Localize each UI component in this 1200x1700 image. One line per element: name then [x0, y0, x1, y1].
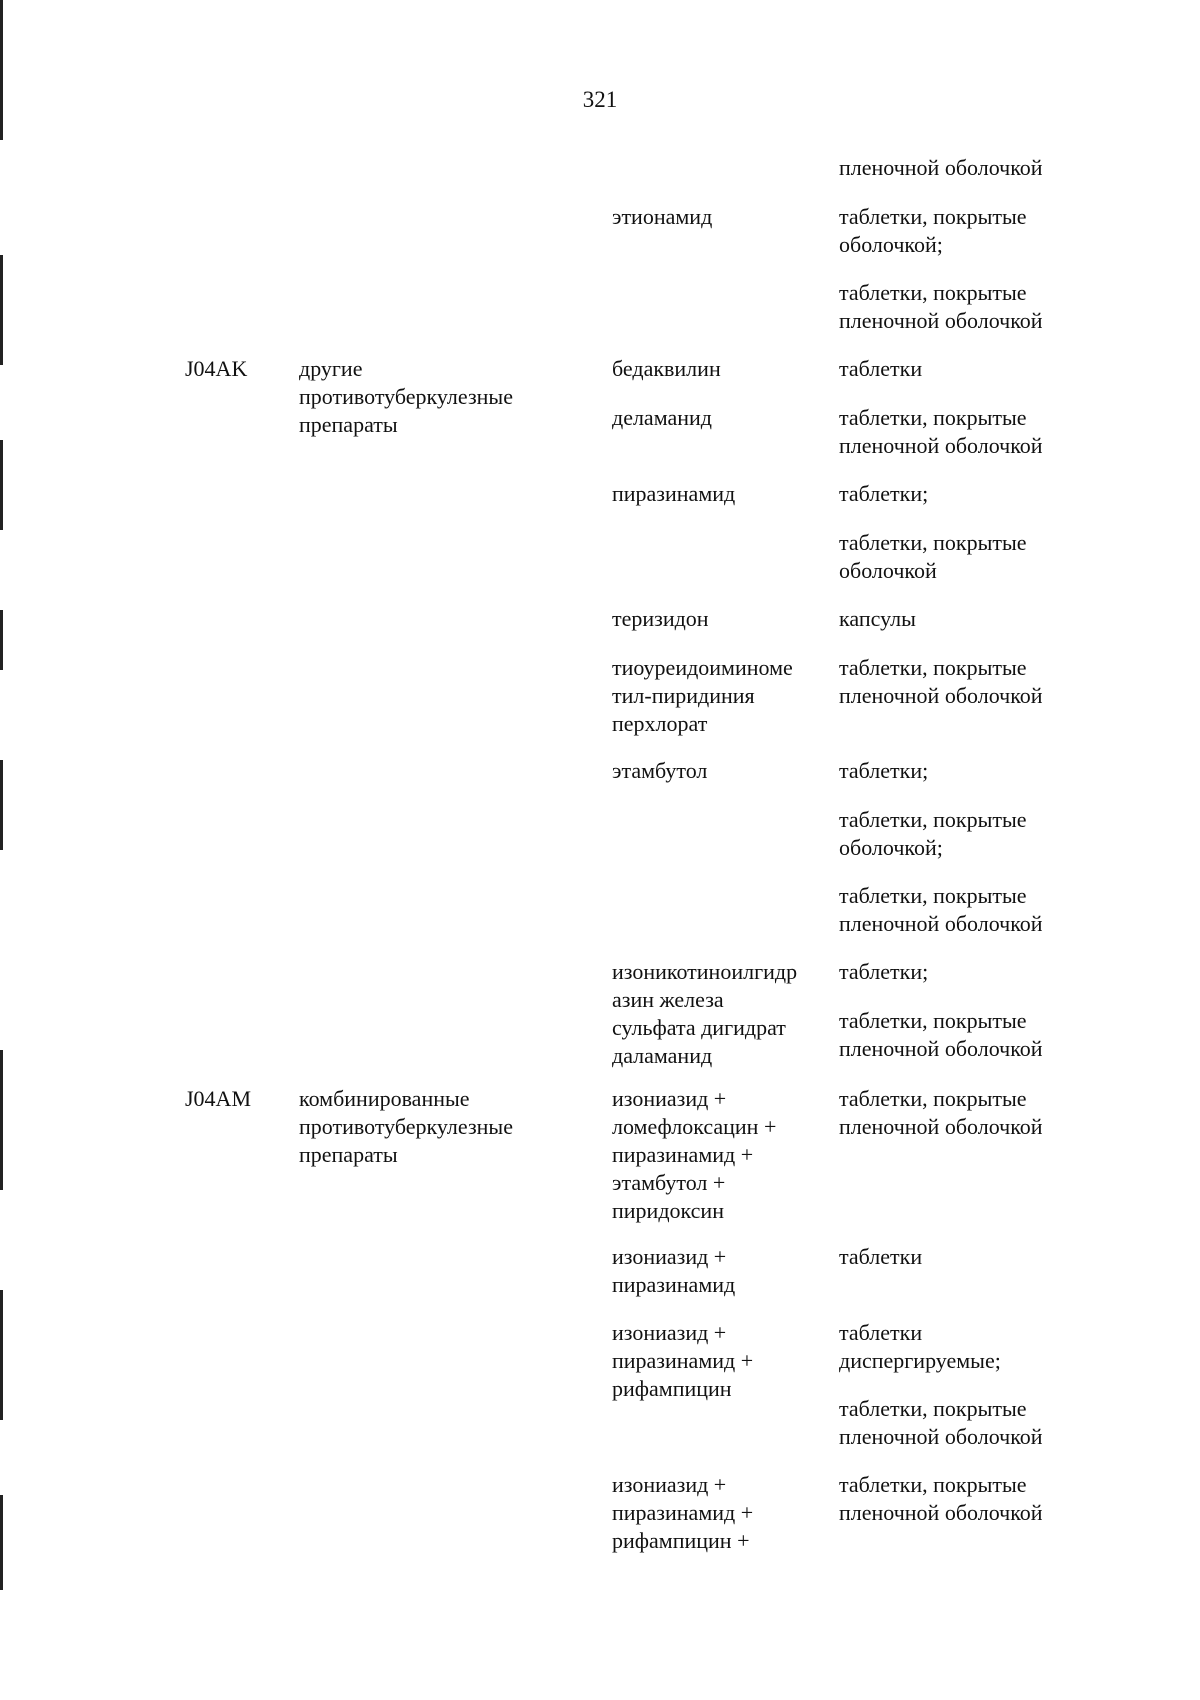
group-name-cell — [299, 355, 599, 439]
cell-line: тиоуреидоиминоме — [612, 655, 793, 680]
cell-line: таблетки; — [839, 959, 929, 984]
cell-line: оболочкой — [839, 558, 937, 583]
cell-line: таблетки, покрытые — [839, 1008, 1027, 1033]
cell-line: даламанид — [612, 1043, 713, 1068]
drug-name-cell — [612, 404, 832, 432]
scan-edge-mark — [0, 1290, 3, 1420]
scan-edge-mark — [0, 610, 3, 670]
dosage-form-cell — [839, 529, 1099, 585]
group-name-cell — [299, 1085, 599, 1169]
cell-line: азин железа — [612, 987, 724, 1012]
dosage-form-cell — [839, 404, 1099, 460]
cell-line: рифампицин + — [612, 1528, 750, 1553]
scan-edge-mark — [0, 440, 3, 530]
cell-line: противотуберкулезные — [299, 1114, 513, 1139]
cell-line: пленочной оболочкой — [839, 911, 1043, 936]
cell-line: таблетки, покрытые — [839, 204, 1027, 229]
cell-line: пиразинамид + — [612, 1142, 754, 1167]
cell-line: изоникотиноилгидр — [612, 959, 798, 984]
drug-name-cell — [612, 958, 832, 1070]
cell-line: препараты — [299, 1142, 398, 1167]
cell-line: пленочной оболочкой — [839, 155, 1043, 180]
cell-line: таблетки, покрытые — [839, 405, 1027, 430]
drug-name-cell — [612, 1085, 832, 1225]
dosage-form-cell — [839, 355, 1099, 383]
dosage-form-cell — [839, 1395, 1099, 1451]
cell-line: изониазид + — [612, 1244, 727, 1269]
cell-line: таблетки — [839, 1320, 923, 1345]
cell-line: этамбутол + — [612, 1170, 726, 1195]
cell-line: пиразинамид + — [612, 1348, 754, 1373]
cell-line: пленочной оболочкой — [839, 433, 1043, 458]
atc-code-cell — [185, 1085, 275, 1113]
cell-line: изониазид + — [612, 1472, 727, 1497]
cell-line: пленочной оболочкой — [839, 1424, 1043, 1449]
page-number: 321 — [582, 87, 618, 112]
scan-edge-mark — [0, 1495, 3, 1590]
cell-line: пленочной оболочкой — [839, 1036, 1043, 1061]
dosage-form-cell — [839, 757, 1099, 785]
cell-line: таблетки, покрытые — [839, 1472, 1027, 1497]
scan-edge-mark — [0, 760, 3, 850]
cell-line: таблетки — [839, 356, 923, 381]
cell-line: таблетки, покрытые — [839, 1086, 1027, 1111]
dosage-form-cell — [839, 279, 1099, 335]
cell-line: тил-пиридиния — [612, 683, 755, 708]
drug-name-cell — [612, 355, 832, 383]
dosage-form-cell — [839, 480, 1099, 508]
scan-edge-mark — [0, 0, 3, 140]
cell-line: оболочкой; — [839, 232, 943, 257]
dosage-form-cell — [839, 1319, 1099, 1375]
cell-line: этамбутол — [612, 758, 708, 783]
scan-edge-mark — [0, 1050, 3, 1190]
cell-line: пиразинамид — [612, 481, 736, 506]
dosage-form-cell — [839, 203, 1099, 259]
cell-line: диспергируемые; — [839, 1348, 1001, 1373]
drug-name-cell — [612, 757, 832, 785]
drug-name-cell — [612, 605, 832, 633]
cell-line: этионамид — [612, 204, 713, 229]
cell-line: пленочной оболочкой — [839, 308, 1043, 333]
cell-line: препараты — [299, 412, 398, 437]
cell-line: пленочной оболочкой — [839, 1500, 1043, 1525]
cell-line: изониазид + — [612, 1086, 727, 1111]
cell-line: таблетки — [839, 1244, 923, 1269]
drug-name-cell — [612, 1471, 832, 1555]
atc-code-cell — [185, 355, 275, 383]
dosage-form-cell — [839, 1085, 1099, 1141]
cell-line: таблетки, покрытые — [839, 807, 1027, 832]
cell-line: бедаквилин — [612, 356, 721, 381]
cell-line: деламанид — [612, 405, 712, 430]
drug-name-cell — [612, 654, 832, 738]
cell-line: противотуберкулезные — [299, 384, 513, 409]
cell-line: теризидон — [612, 606, 709, 631]
cell-line: таблетки, покрытые — [839, 280, 1027, 305]
cell-line: таблетки, покрытые — [839, 655, 1027, 680]
cell-line: комбинированные — [299, 1086, 470, 1111]
cell-line: J04AK — [185, 356, 248, 381]
drug-name-cell — [612, 480, 832, 508]
cell-line: рифампицин — [612, 1376, 732, 1401]
scan-edge-mark — [0, 255, 3, 365]
cell-line: перхлорат — [612, 711, 708, 736]
dosage-form-cell — [839, 806, 1099, 862]
cell-line: пиразинамид — [612, 1272, 736, 1297]
drug-name-cell — [612, 203, 832, 231]
cell-line: ломефлоксацин + — [612, 1114, 777, 1139]
cell-line: капсулы — [839, 606, 916, 631]
dosage-form-cell — [839, 1007, 1099, 1063]
cell-line: таблетки, покрытые — [839, 530, 1027, 555]
drug-name-cell — [612, 1319, 832, 1403]
dosage-form-cell — [839, 654, 1099, 710]
cell-line: изониазид + — [612, 1320, 727, 1345]
cell-line: пленочной оболочкой — [839, 683, 1043, 708]
cell-line: пиразинамид + — [612, 1500, 754, 1525]
cell-line: J04AM — [185, 1086, 252, 1111]
drug-name-cell — [612, 1243, 832, 1299]
dosage-form-cell — [839, 958, 1099, 986]
cell-line: пленочной оболочкой — [839, 1114, 1043, 1139]
cell-line: таблетки; — [839, 758, 929, 783]
cell-line: другие — [299, 356, 363, 381]
cell-line: оболочкой; — [839, 835, 943, 860]
cell-line: сульфата дигидрат — [612, 1015, 786, 1040]
dosage-form-cell — [839, 1471, 1099, 1527]
dosage-form-cell — [839, 882, 1099, 938]
dosage-form-cell — [839, 1243, 1099, 1271]
dosage-form-cell — [839, 154, 1099, 182]
cell-line: таблетки, покрытые — [839, 1396, 1027, 1421]
dosage-form-cell — [839, 605, 1099, 633]
cell-line: пиридоксин — [612, 1198, 724, 1223]
cell-line: таблетки; — [839, 481, 929, 506]
cell-line: таблетки, покрытые — [839, 883, 1027, 908]
